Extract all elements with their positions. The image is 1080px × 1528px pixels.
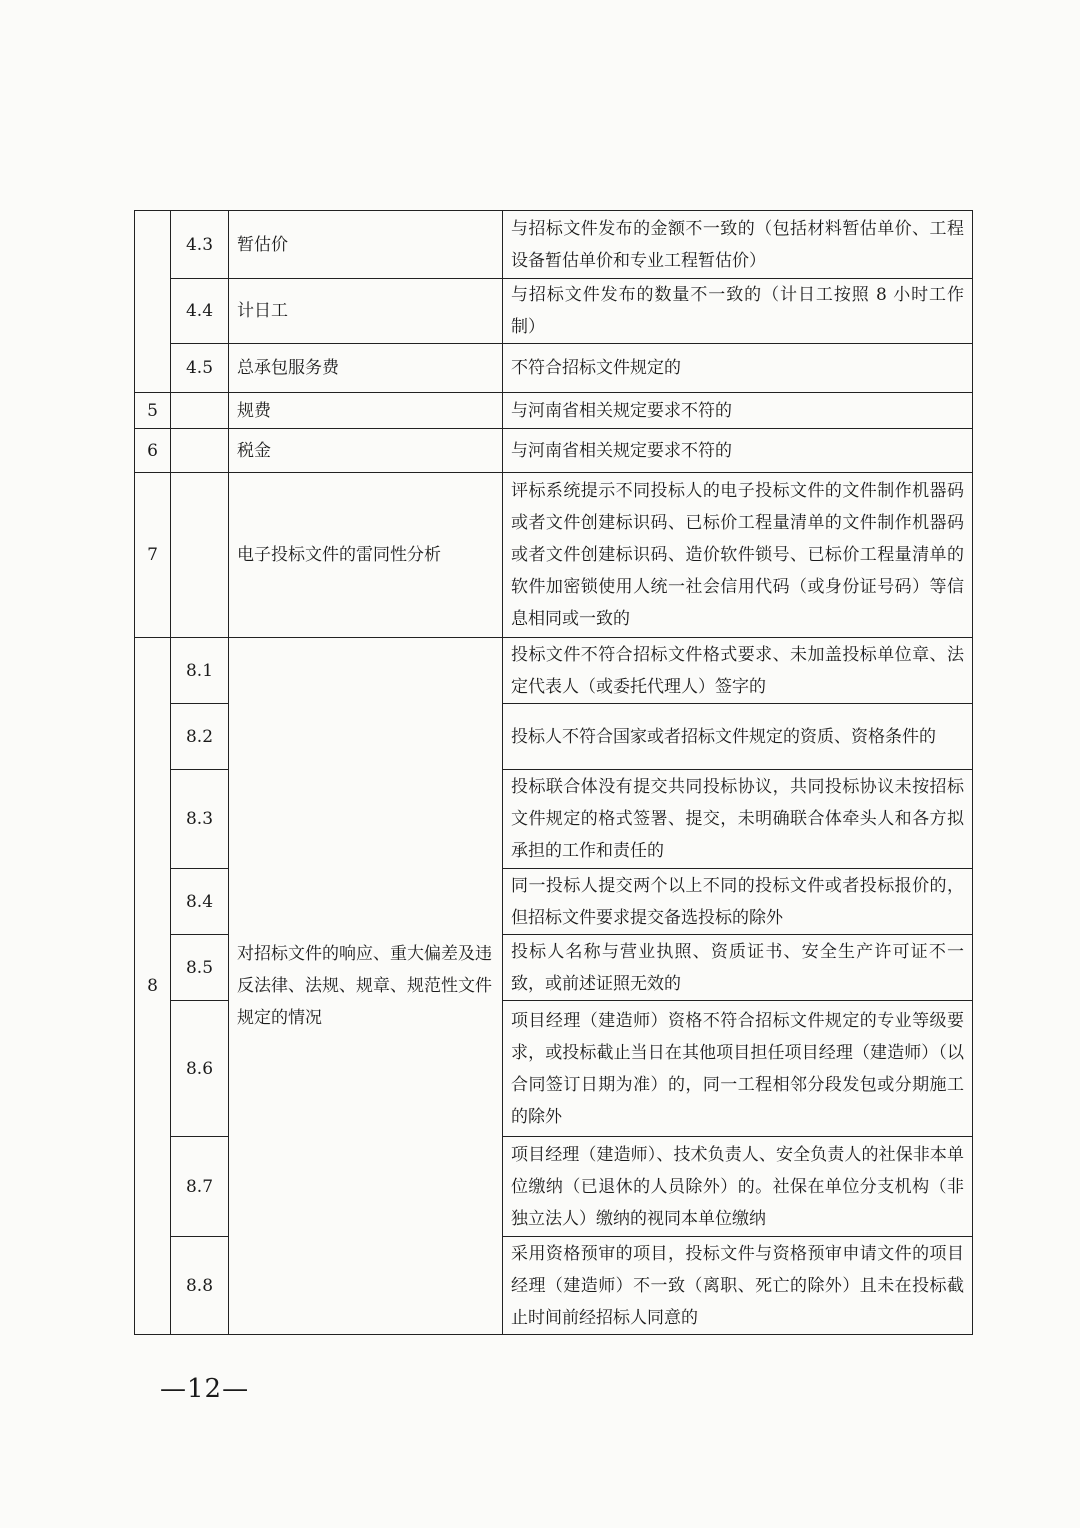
description-cell: 评标系统提示不同投标人的电子投标文件的文件制作机器码或者文件创建标识码、已标价工程量清单的文件制作机器码或者文件创建标识码、造价软件锁号、已标价工程量清单的软件加密锁使用人统一社会信用代码（或身份证号码）等信息相同或一致的	[503, 473, 973, 638]
row-number-cell: 7	[135, 473, 171, 638]
description-cell: 不符合招标文件规定的	[503, 344, 973, 393]
item-cell: 电子投标文件的雷同性分析	[229, 473, 503, 638]
sub-number-cell: 8.6	[171, 1001, 229, 1137]
item-cell: 总承包服务费	[229, 344, 503, 393]
row-number-cell: 5	[135, 393, 171, 429]
sub-number-cell	[171, 429, 229, 473]
item-cell: 暂估价	[229, 211, 503, 279]
item-cell: 计日工	[229, 279, 503, 344]
item-cell: 规费	[229, 393, 503, 429]
item-cell: 对招标文件的响应、重大偏差及违反法律、法规、规章、规范性文件规定的情况	[229, 638, 503, 1335]
table-row	[135, 279, 973, 344]
table-row	[135, 344, 973, 393]
description-cell: 投标文件不符合招标文件格式要求、未加盖投标单位章、法定代表人（或委托代理人）签字的	[503, 638, 973, 704]
sub-number-cell: 8.5	[171, 935, 229, 1001]
description-cell: 与招标文件发布的金额不一致的（包括材料暂估单价、工程设备暂估单价和专业工程暂估价）	[503, 211, 973, 279]
sub-number-cell: 4.5	[171, 344, 229, 393]
description-cell: 与河南省相关规定要求不符的	[503, 393, 973, 429]
sub-number-cell: 8.1	[171, 638, 229, 704]
table-row	[135, 429, 973, 473]
row-number-cell	[135, 211, 171, 393]
row-number-cell: 8	[135, 638, 171, 1335]
table-row	[135, 393, 973, 429]
description-cell: 项目经理（建造师）、技术负责人、安全负责人的社保非本单位缴纳（已退休的人员除外）的。社保在单位分支机构（非独立法人）缴纳的视同本单位缴纳	[503, 1137, 973, 1237]
table-row	[135, 473, 973, 638]
description-cell: 同一投标人提交两个以上不同的投标文件或者投标报价的，但招标文件要求提交备选投标的除外	[503, 869, 973, 935]
description-cell: 投标联合体没有提交共同投标协议，共同投标协议未按招标文件规定的格式签署、提交，未明确联合体牵头人和各方拟承担的工作和责任的	[503, 770, 973, 869]
description-cell: 投标人名称与营业执照、资质证书、安全生产许可证不一致，或前述证照无效的	[503, 935, 973, 1001]
table-row	[135, 638, 973, 704]
sub-number-cell: 4.3	[171, 211, 229, 279]
sub-number-cell	[171, 393, 229, 429]
evaluation-table	[134, 210, 973, 1335]
row-number-cell: 6	[135, 429, 171, 473]
sub-number-cell: 4.4	[171, 279, 229, 344]
description-cell: 与招标文件发布的数量不一致的（计日工按照 8 小时工作制）	[503, 279, 973, 344]
sub-number-cell: 8.7	[171, 1137, 229, 1237]
item-cell: 税金	[229, 429, 503, 473]
description-cell: 与河南省相关规定要求不符的	[503, 429, 973, 473]
sub-number-cell: 8.8	[171, 1237, 229, 1335]
page-number: —12—	[160, 1374, 250, 1404]
sub-number-cell: 8.4	[171, 869, 229, 935]
description-cell: 采用资格预审的项目，投标文件与资格预审申请文件的项目经理（建造师）不一致（离职、死亡的除外）且未在投标截止时间前经招标人同意的	[503, 1237, 973, 1335]
sub-number-cell	[171, 473, 229, 638]
description-cell: 投标人不符合国家或者招标文件规定的资质、资格条件的	[503, 704, 973, 770]
sub-number-cell: 8.3	[171, 770, 229, 869]
table-row	[135, 211, 973, 279]
sub-number-cell: 8.2	[171, 704, 229, 770]
page-number-value: 12	[187, 1374, 223, 1404]
description-cell: 项目经理（建造师）资格不符合招标文件规定的专业等级要求，或投标截止当日在其他项目担任项目经理（建造师）（以合同签订日期为准）的，同一工程相邻分段发包或分期施工的除外	[503, 1001, 973, 1137]
